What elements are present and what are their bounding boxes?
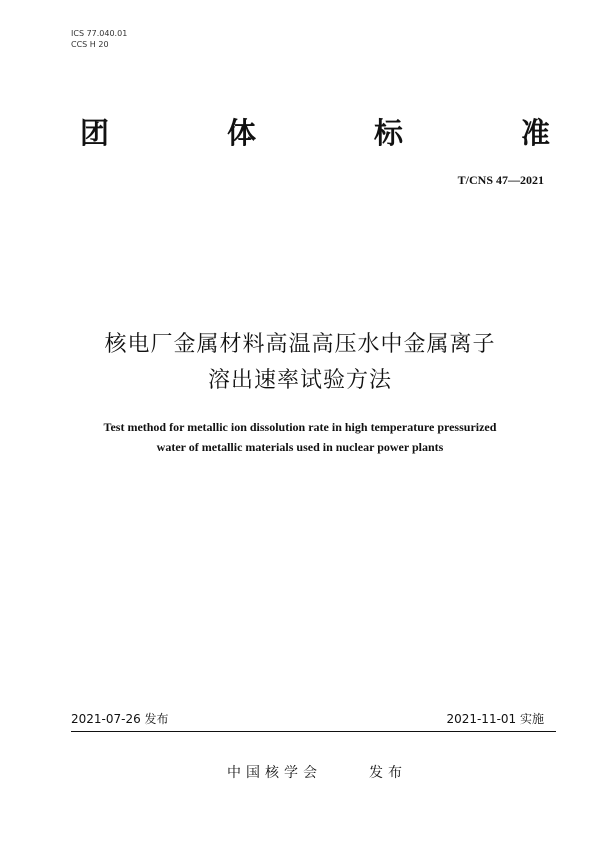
ccs-code: CCS H 20: [71, 40, 109, 49]
standard-type-char: 标: [373, 116, 403, 150]
title-chinese-line-2: 溶出速率试验方法: [207, 368, 392, 393]
standard-type-heading: [80, 113, 550, 153]
title-chinese: [0, 327, 600, 399]
issue-date: 2021-07-26 发布: [71, 712, 169, 726]
ics-code: ICS 77.040.01: [71, 29, 128, 38]
publisher-name: 中国核学会: [227, 765, 322, 781]
standard-type-char: 准: [520, 116, 550, 150]
publish-label: 发布: [369, 765, 407, 781]
standard-type-char: 团: [80, 116, 110, 150]
standard-number: T/CNS 47—2021: [457, 173, 544, 187]
title-english: [0, 417, 600, 457]
footer-divider: [71, 731, 556, 732]
implementation-date: 2021-11-01 实施: [446, 712, 544, 726]
title-english-line-1: Test method for metallic ion dissolution rate in high temperature pressurized: [103, 420, 497, 434]
title-english-line-2: water of metallic materials used in nuclear power plants: [156, 440, 444, 454]
standard-type-char: 体: [226, 116, 256, 150]
classification-codes: [71, 28, 127, 50]
title-chinese-line-1: 核电厂金属材料高温高压水中金属离子: [104, 332, 496, 357]
